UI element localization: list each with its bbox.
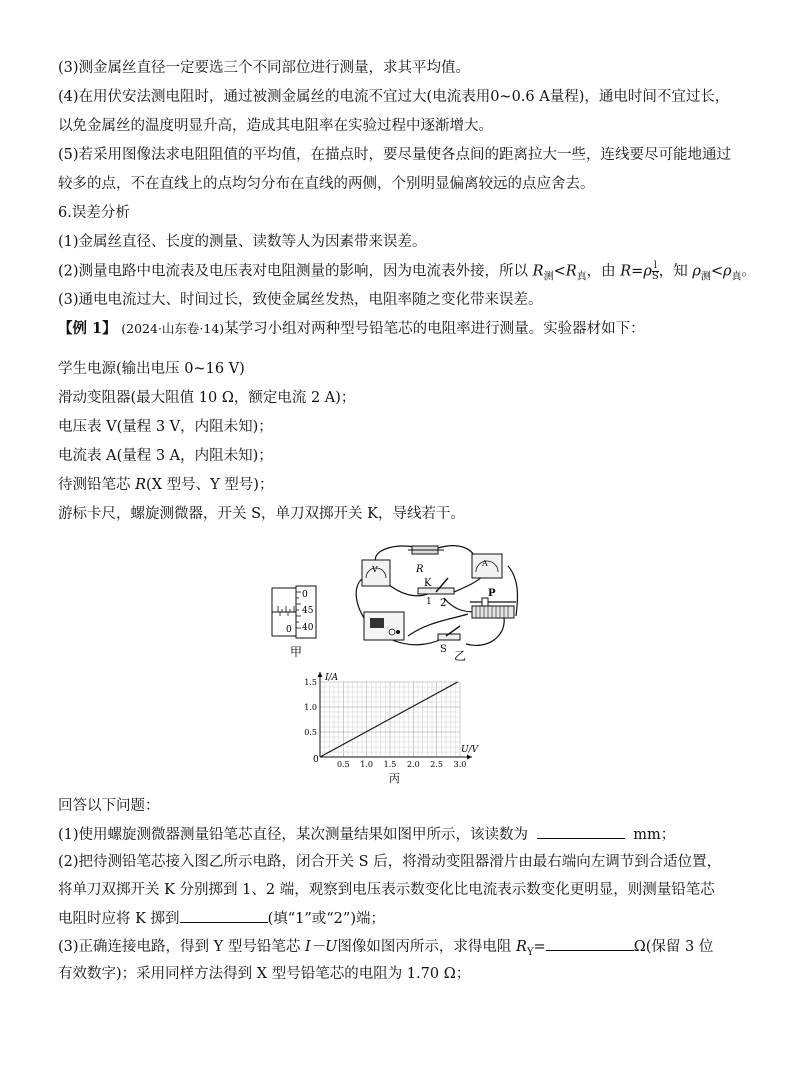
text: 电阻时应将 K 掷到	[58, 911, 180, 927]
voltmeter-drawing	[362, 560, 390, 586]
label-1: 1	[426, 597, 432, 607]
text-line: 有效数字)；采用同样方法得到 X 型号铅笔芯的电阻为 1.70 Ω；	[58, 966, 471, 982]
material-item: 电压表 V(量程 3 V，内阻未知)；	[58, 419, 273, 435]
sub: 真	[576, 271, 587, 283]
sub: 测	[700, 271, 711, 283]
text: ，由	[586, 263, 616, 280]
rho: ρ	[723, 263, 732, 280]
text: Ω(保留 3 位	[633, 939, 714, 955]
text-line: (3)测金属丝直径一定要选三个不同部位进行测量，求其平均值。	[58, 60, 471, 76]
origin-label: 0	[313, 755, 319, 765]
text-line: 较多的点，不在直线上的点均匀分布在直线的两侧，个别明显偏离较远的点应舍去。	[58, 176, 595, 192]
material-item	[58, 475, 273, 495]
label-s: S	[440, 644, 447, 655]
x-tick-label: 1.0	[360, 760, 374, 769]
graph-series	[320, 682, 458, 757]
answer-blank-2[interactable]	[180, 908, 268, 923]
question-3	[58, 936, 713, 963]
mic-label: 45	[302, 606, 314, 616]
fraction	[652, 261, 659, 282]
label-r: R	[416, 564, 424, 575]
example-label: 【例 1】	[58, 320, 117, 337]
y-tick-label: 1.0	[304, 703, 317, 712]
denominator: S	[651, 271, 659, 282]
text: mm；	[633, 827, 676, 843]
switch-k-drawing	[418, 578, 454, 609]
mic-label: 0	[286, 625, 292, 635]
formula: R=ρ	[620, 263, 652, 280]
text-line: (2)把待测铅笔芯接入图乙所示电路，闭合开关 S 后，将滑动变阻器滑片由最右端向左调节到合适位置，	[58, 854, 722, 870]
text: (填“1”或“2”)端；	[267, 911, 385, 927]
y-axis-label: I/A	[325, 673, 339, 683]
label-p: P	[488, 588, 496, 599]
material-item: 游标卡尺，螺旋测微器，开关 S，单刀双掷开关 K，导线若干。	[58, 506, 465, 522]
material-item: 滑动变阻器(最大阻值 10 Ω，额定电流 2 A)；	[58, 390, 356, 406]
op: <	[710, 263, 724, 280]
text-line: 将单刀双掷开关 K 分别掷到 1、2 端，观察到电压表示数变化比电流表示数变化更明显，则测量铅笔芯	[58, 882, 715, 898]
text: ，知	[658, 263, 688, 280]
example-header	[58, 319, 645, 339]
x-tick-label: 2.0	[406, 760, 420, 769]
text: 图像如图丙所示，求得电阻	[337, 939, 512, 955]
i-u-graph	[295, 672, 495, 784]
text: (X 型号、Y 型号)；	[146, 477, 274, 493]
text-line: (3)通电电流过大、时间过长，致使金属丝发热，电阻率随之变化带来误差。	[58, 292, 543, 308]
var-r: R	[565, 263, 577, 280]
x-tick-label: 3.0	[453, 760, 467, 769]
series-line-y	[320, 682, 458, 757]
text: (2)测量电路中电流表及电压表对电阻测量的影响，因为电流表外接，所以	[58, 263, 529, 280]
error-analysis-line	[58, 261, 756, 287]
pencil-lead-drawing	[408, 546, 444, 575]
y-tick-label: 0.5	[304, 728, 317, 737]
rheostat-drawing	[470, 588, 516, 618]
mic-label: 40	[302, 623, 314, 633]
apparatus-figure	[268, 540, 530, 662]
label-yi: 乙	[454, 649, 467, 662]
question-2-answer-line	[58, 908, 385, 929]
sub: Y	[526, 946, 534, 958]
op: =	[533, 939, 546, 955]
var-r: R	[516, 939, 527, 955]
text-line: (4)在用伏安法测电阻时，通过被测金属丝的电流不宜过大(电流表用0~0.6 A量程)，通电时间不宜过长，	[58, 89, 730, 105]
text: (1)使用螺旋测微器测量铅笔芯直径，某次测量结果如图甲所示，该读数为	[58, 827, 529, 843]
text-line: (1)金属丝直径、长度的测量、读数等人为因素带来误差。	[58, 234, 427, 250]
label-k: K	[424, 578, 432, 589]
x-axis-label: U/V	[461, 745, 479, 755]
ammeter-drawing	[472, 554, 502, 578]
var-r: R	[135, 477, 147, 493]
label-bing: 丙	[389, 772, 400, 784]
label-v: V	[372, 565, 378, 574]
rho: ρ	[692, 263, 701, 280]
x-tick-label: 1.5	[383, 760, 397, 769]
answer-blank-1[interactable]	[537, 824, 625, 839]
x-axis-arrow	[467, 755, 472, 760]
var-r: R	[532, 263, 544, 280]
example-text: 某学习小组对两种型号铅笔芯的电阻率进行测量。实验器材如下：	[224, 321, 645, 337]
power-supply-drawing	[364, 612, 404, 640]
example-source: (2024·山东卷·14)	[121, 321, 225, 336]
x-tick-label: 0.5	[336, 760, 350, 769]
text-line: 回答以下问题：	[58, 798, 160, 814]
text: 待测铅笔芯	[58, 477, 136, 493]
label-2: 2	[440, 598, 447, 609]
question-1	[58, 824, 675, 845]
label-jia: 甲	[290, 645, 303, 659]
text-line: (5)若采用图像法求电阻阻值的平均值，在描点时，要尽量使各点间的距离拉大一些，连线要尽可能地通过	[58, 147, 732, 163]
label-a: A	[482, 559, 488, 568]
text: (3)正确连接电路，得到 Y 型号铅笔芯	[58, 939, 301, 955]
material-item: 学生电源(输出电压 0~16 V)	[58, 361, 245, 377]
answer-blank-3[interactable]	[546, 936, 634, 951]
i-u-symbol: I－U	[304, 939, 338, 955]
text: 。	[741, 263, 757, 280]
micrometer-drawing	[272, 586, 316, 659]
sub: 真	[731, 271, 742, 283]
numerator: l	[653, 260, 657, 271]
text-line: 以免金属丝的温度明显升高，造成其电阻率在实验过程中逐渐增大。	[58, 118, 493, 134]
material-item: 电流表 A(量程 3 A，内阻未知)；	[58, 448, 273, 464]
mic-label: 0	[302, 590, 308, 600]
y-tick-label: 1.5	[304, 678, 317, 687]
y-axis-arrow	[318, 672, 323, 677]
x-tick-label: 2.5	[430, 760, 444, 769]
section-heading: 6.误差分析	[58, 205, 130, 221]
sub: 测	[543, 271, 554, 283]
op: <	[553, 263, 566, 280]
